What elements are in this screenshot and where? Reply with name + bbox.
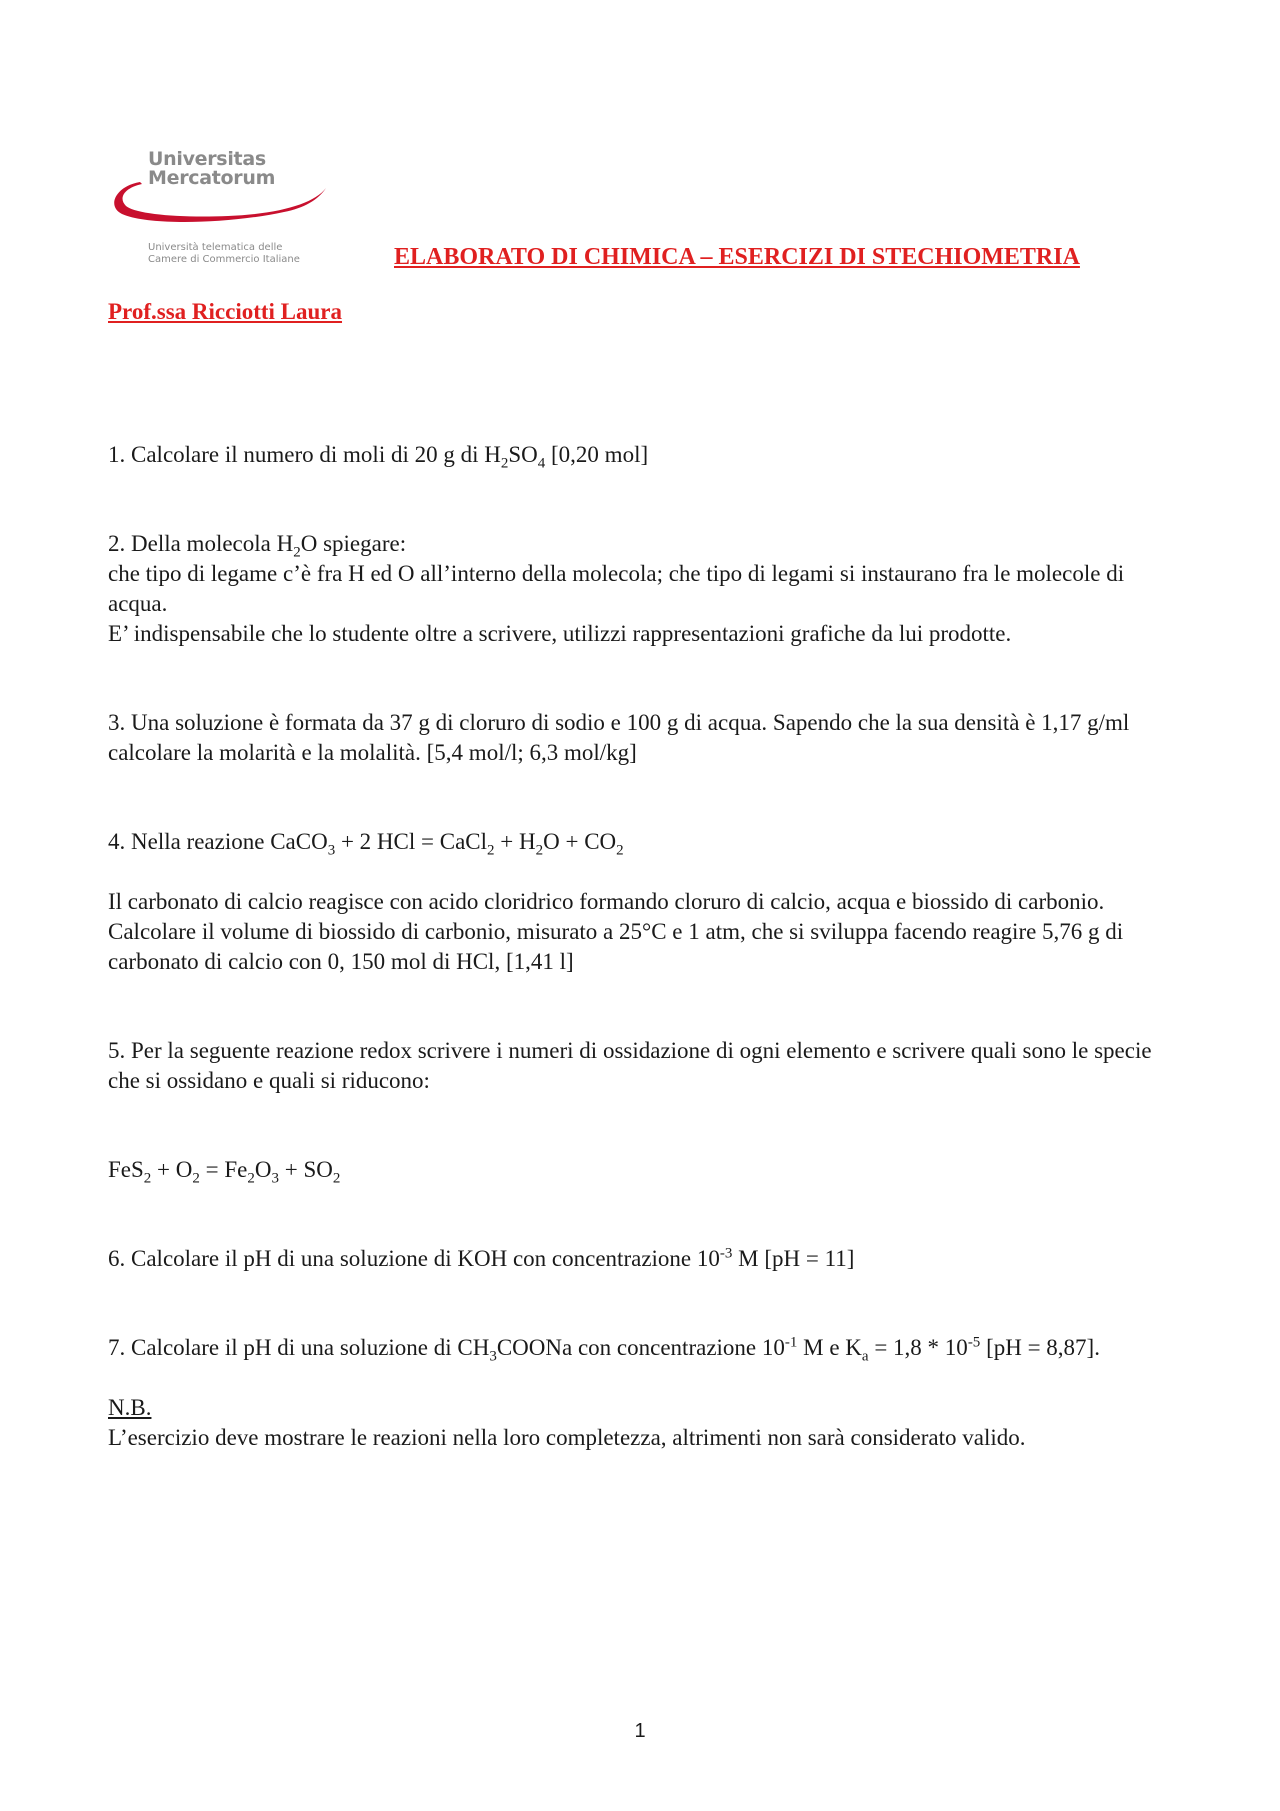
logo-sub1: Università telematica delle [148,242,283,253]
exercise-5 [108,1036,1188,1185]
logo-sub2: Camere di Commercio Italiane [148,254,300,265]
note-section [108,1393,1188,1453]
logo-line1: Universitas [148,148,266,170]
document-author: Prof.ssa Ricciotti Laura [108,299,343,324]
exercise-3: 3. Una soluzione è formata da 37 g di cloruro di sodio e 100 g di acqua. Sapendo che la sua densità è 1,17 g/ml calcolare la molarità e la molalità. [5,4 mol/l; 6,3 mol/kg] [108,710,1130,765]
exercise-1: 1. Calcolare il numero di moli di 20 g di $H_2SO_4$ [0,20 mol] [108,442,649,472]
exercise-4-reaction: 4. Nella reazione CaCO$_3$ + 2 HCl = CaCl$_2$ + $H_2O + CO_2$ [108,829,624,859]
exercise-4 [108,827,1188,977]
exercise-4-text: Il carbonato di calcio reagisce con acido cloridrico formando cloruro di calcio, acqua e biossido di carbonio. Calcolare il volume di biossido di carbonio, misurato a 25°C e 1 atm, che si sviluppa facendo reagire 5,76 g di carbonato di calcio con 0, 150 mol di HCl, [1,41 l] [108,889,1124,974]
exercise-5-text: 5. Per la seguente reazione redox scrivere i numeri di ossidazione di ogni elemento e scrivere quali sono le specie che si ossidano e quali si riducono: [108,1038,1152,1093]
logo-subtitle [148,242,300,266]
exercise-7: 7. Calcolare il pH di una soluzione di $CH_3COONa$ con concentrazione $10^{-1}$ M e $K_a = 1,8 * 10^{-5}$ [pH = 8,87]. [108,1334,1100,1365]
document-title: ELABORATO DI CHIMICA – ESERCIZI DI STECHIOMETRIA [394,244,1080,270]
exercise-list [108,440,1188,1453]
exercise-2-intro: 2. Della molecola $H_2O$ spiegare: [108,531,407,561]
exercise-2 [108,529,1188,649]
exercise-5-equation: $FeS_2 + O_2 = Fe_2O_3 + SO_2$ [108,1157,341,1187]
exercise-2-line2: E’ indispensabile che lo studente oltre a scrivere, utilizzi rappresentazioni grafiche da lui prodotte. [108,621,1012,646]
logo-swoosh-icon [108,178,328,228]
note-label: N.B. [108,1395,152,1420]
university-logo [108,150,338,270]
note-text: L’esercizio deve mostrare le reazioni nella loro completezza, altrimenti non sarà considerato valido. [108,1425,1026,1450]
exercise-6: 6. Calcolare il pH di una soluzione di KOH con concentrazione $10^{-3}$ M [pH = 11] [108,1245,855,1271]
page-number: 1 [634,1720,646,1742]
logo-line2: Mercatorum [148,167,276,189]
exercise-2-line1: che tipo di legame c’è fra H ed O all’interno della molecola; che tipo di legami si instaurano fra le molecole di acqua. [108,561,1125,616]
